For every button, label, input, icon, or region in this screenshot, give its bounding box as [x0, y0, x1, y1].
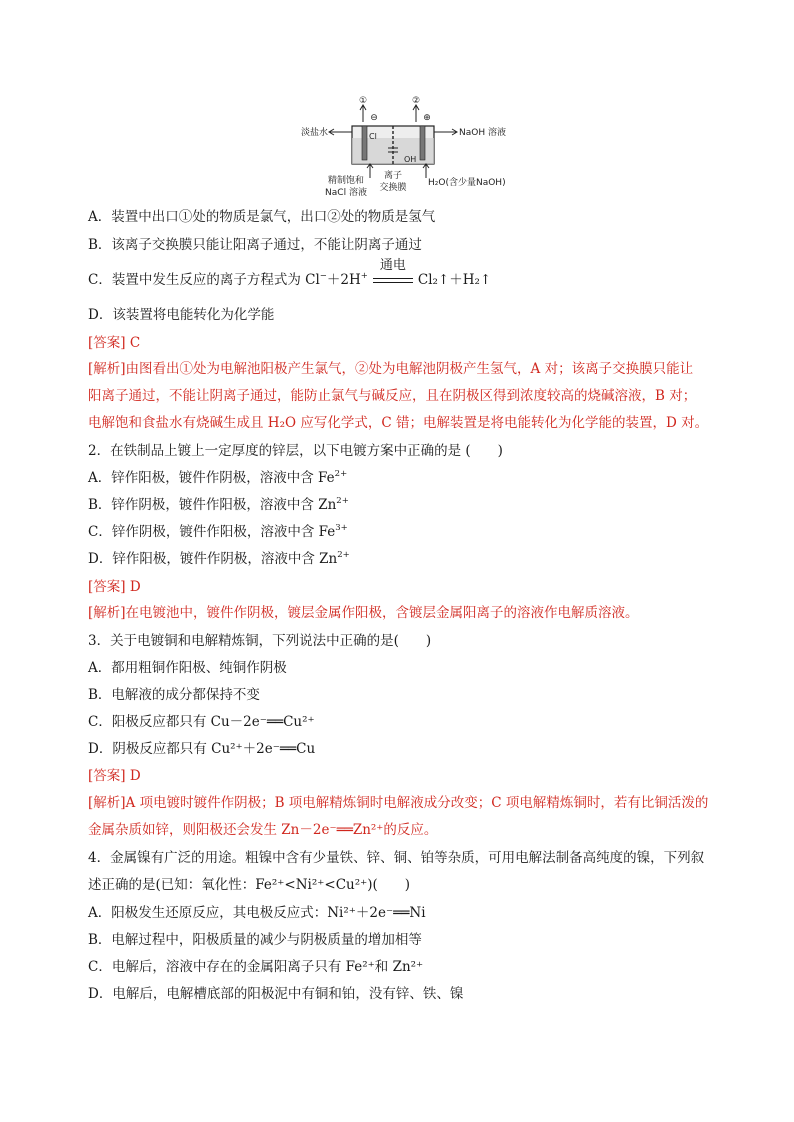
electrolysis-condition: [371, 258, 415, 289]
outlet-2-label: ②: [411, 96, 421, 106]
anode-electrode: [362, 126, 367, 160]
cathode-electrode: [420, 126, 425, 160]
anode-sign: ⊖: [370, 113, 378, 123]
q2-option-d: [88, 550, 350, 568]
q3-option-b: B．电解液的成分都保持不变: [88, 687, 260, 703]
dilute-brine-label: 淡盐水: [300, 128, 328, 138]
q1-option-c-sup1: −: [319, 271, 327, 281]
q1-option-c-mid: ＋2H: [326, 272, 361, 288]
q2-option-d-text: D．锌作阳极，镀件作阴极，溶液中含 Zn: [88, 551, 338, 567]
q2-option-a-charge: 2+: [334, 469, 348, 479]
q2-option-a: [88, 469, 347, 487]
q3-stem: 3．关于电镀铜和电解精炼铜，下列说法中正确的是( ): [88, 633, 432, 649]
condition-text: 通电: [379, 258, 406, 273]
q4-stem-line-2: 述正确的是(已知：氧化性：Fe²⁺<Ni²⁺<Cu²⁺)( ): [88, 877, 411, 893]
membrane-label-2: 交换膜: [379, 183, 407, 193]
q3-option-c: C．阳极反应都只有 Cu－2e⁻══Cu²⁺: [88, 714, 315, 730]
q2-option-c-text: C．锌作阴极，镀件作阳极，溶液中含 Fe: [88, 524, 336, 540]
water-inlet-label: H₂O(含少量NaOH): [428, 178, 506, 188]
q4-option-c: C．电解后，溶液中存在的金属阳离子只有 Fe²⁺和 Zn²⁺: [88, 959, 424, 975]
q2-option-a-text: A．锌作阳极，镀件作阴极，溶液中含 Fe: [88, 470, 335, 486]
electrolysis-cell-diagram: [300, 92, 510, 200]
q1-option-d: D．该装置将电能转化为化学能: [88, 307, 275, 323]
q1-option-c-tail: Cl₂↑＋H₂↑: [417, 272, 492, 288]
q1-option-c-sup2: +: [360, 271, 368, 281]
q2-stem: 2．在铁制品上镀上一定厚度的锌层，以下电镀方案中正确的是 ( ): [88, 443, 503, 459]
membrane-label-1: 离子: [383, 171, 403, 181]
q2-option-d-charge: 2+: [337, 550, 350, 560]
q2-option-c-charge: 3+: [335, 523, 348, 533]
q2-explanation-line-1: [解析]在电镀池中，镀件作阴极，镀层金属作阳极，含镀层金属阳离子的溶液作电解质溶液。: [88, 605, 639, 621]
q1-explanation-line-2: 阳离子通过，不能让阴离子通过，能防止氯气与碱反应，且在阴极区得到浓度较高的烧碱溶液，B 对；: [88, 388, 697, 404]
q1-option-c: [88, 258, 492, 289]
oh-ion-label: OH: [404, 155, 417, 164]
brine-inlet-label-2: NaCl 溶液: [325, 188, 367, 198]
q3-answer: [答案] D: [88, 768, 141, 784]
naoh-solution-label: NaOH 溶液: [459, 128, 506, 138]
q1-option-a: A．装置中出口①处的物质是氯气，出口②处的物质是氢气: [88, 209, 436, 225]
q3-explanation-line-2: 金属杂质如锌，则阳极还会发生 Zn－2e⁻══Zn²⁺的反应。: [88, 822, 438, 838]
cathode-sign: ⊕: [423, 113, 431, 123]
q4-option-a: A．阳极发生还原反应，其电极反应式：Ni²⁺＋2e⁻══Ni: [88, 905, 426, 921]
q1-explanation-line-3: 电解饱和食盐水有烧碱生成且 H₂O 应写化学式，C 错；电解装置是将电能转化为化学能的装置，D 对。: [88, 415, 709, 431]
q3-explanation-line-1: [解析]A 项电镀时镀件作阴极；B 项电解精炼铜时电解液成分改变；C 项电解精炼铜时，若有比铜活泼的: [88, 795, 709, 811]
q2-answer: [答案] D: [88, 579, 141, 595]
q1-option-b: B．该离子交换膜只能让阳离子通过，不能让阴离子通过: [88, 237, 422, 253]
brine-inlet-label-1: 精制饱和: [327, 176, 365, 186]
q4-option-d: D．电解后，电解槽底部的阳极泥中有铜和铂，没有锌、铁、镍: [88, 986, 464, 1002]
q4-option-b: B．电解过程中，阳极质量的减少与阴极质量的增加相等: [88, 932, 422, 948]
q2-option-b-charge: 2+: [336, 496, 349, 506]
q3-option-a: A．都用粗铜作阳极、纯铜作阴极: [88, 660, 287, 676]
outlet-1-label: ①: [358, 96, 368, 106]
q2-option-b: [88, 496, 349, 514]
q3-option-d: D．阴极反应都只有 Cu²⁺＋2e⁻══Cu: [88, 741, 316, 757]
q1-explanation-line-1: [解析]由图看出①处为电解池阳极产生氯气，②处为电解池阴极产生氢气，A 对；该离子交换膜只能让: [88, 361, 694, 377]
q1-option-c-prefix: C．装置中发生反应的离子方程式为 Cl: [88, 272, 320, 288]
q1-answer: [答案] C: [88, 335, 141, 351]
q4-stem-line-1: 4．金属镍有广泛的用途。粗镍中含有少量铁、锌、铜、铂等杂质，可用电解法制备高纯度的镍，下列叙: [88, 850, 705, 866]
q2-option-c: [88, 523, 348, 541]
cl-ion-label: Cl: [369, 132, 377, 141]
q2-option-b-text: B．锌作阴极，镀件作阳极，溶液中含 Zn: [88, 497, 337, 513]
